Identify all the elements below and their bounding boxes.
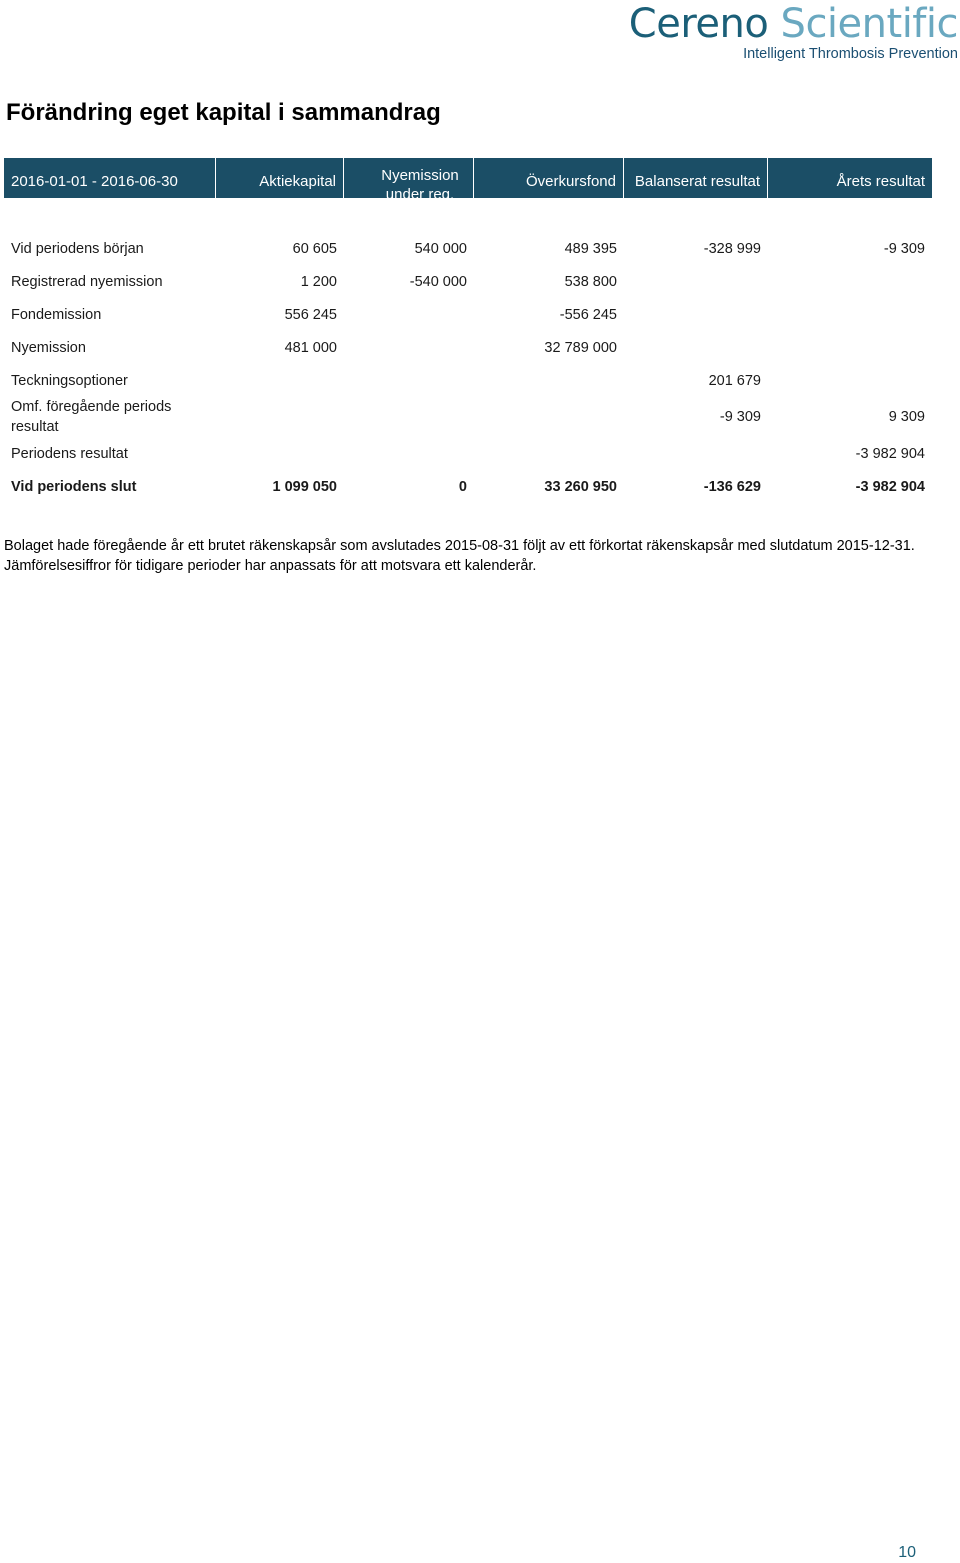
table-row (4, 265, 932, 298)
total-cell: -136 629 (703, 478, 761, 495)
header-share-premium: Överkursfond (474, 158, 624, 204)
header-period: 2016-01-01 - 2016-06-30 (4, 158, 216, 204)
table-row (4, 397, 932, 437)
equity-table (4, 158, 932, 503)
header-retained-earnings: Balanserat resultat (624, 158, 768, 204)
row-label: Vid periodens början (11, 240, 144, 257)
table-body (4, 232, 932, 503)
table-cell: -540 000 (409, 273, 467, 290)
table-cell: 60 605 (292, 240, 337, 257)
table-row (4, 364, 932, 397)
table-total-row (4, 470, 932, 503)
table-row (4, 298, 932, 331)
table-cell: 489 395 (564, 240, 617, 257)
total-cell: 1 099 050 (272, 478, 337, 495)
table-cell: 481 000 (284, 339, 337, 356)
table-cell: 9 309 (888, 409, 925, 425)
header-new-issue (344, 158, 474, 204)
table-cell: 1 200 (300, 273, 337, 290)
logo-word-scientific: Scientific (780, 1, 958, 47)
company-logo (629, 0, 958, 62)
row-label: Teckningsoptioner (11, 372, 128, 389)
footnote: Bolaget hade föregående år ett brutet räkenskapsår som avslutades 2015-08-31 följt av ett förkortat räkenskapsår med slutdatum 2015-12-31. Jämförelsesiffror för tidigare perioder har anpassats för att motsvara ett kalenderår. (4, 537, 915, 574)
row-label: Omf. föregående periods resultat (11, 399, 172, 435)
table-row (4, 331, 932, 364)
table-cell: -328 999 (703, 240, 761, 257)
table-cell: -9 309 (719, 409, 761, 425)
logo-wordmark (629, 0, 958, 48)
table-cell: 538 800 (564, 273, 617, 290)
total-cell: 0 (458, 478, 467, 495)
table-header (4, 158, 932, 203)
logo-tagline: Intelligent Thrombosis Prevention (743, 46, 958, 62)
table-cell: -556 245 (559, 306, 617, 323)
row-label: Registrerad nyemission (11, 273, 163, 290)
table-cell: -3 982 904 (855, 445, 925, 462)
table-row (4, 437, 932, 470)
page-number: 10 (898, 1544, 916, 1561)
table-row (4, 232, 932, 265)
total-cell: -3 982 904 (855, 478, 925, 495)
row-label: Fondemission (11, 306, 102, 323)
table-cell: -9 309 (883, 240, 925, 257)
table-cell: 556 245 (284, 306, 337, 323)
total-label: Vid periodens slut (11, 478, 137, 495)
header-year-result: Årets resultat (836, 172, 925, 190)
header-share-capital: Aktiekapital (216, 158, 344, 204)
total-cell: 33 260 950 (544, 478, 617, 495)
logo-word-cereno: Cereno (628, 1, 769, 47)
header-new-issue-label: Nyemission under reg. (381, 167, 459, 203)
page-title: Förändring eget kapital i sammandrag (6, 99, 441, 126)
row-label: Periodens resultat (11, 445, 128, 462)
table-cell: 201 679 (708, 372, 761, 389)
row-label: Nyemission (11, 339, 86, 356)
table-cell: 540 000 (414, 240, 467, 257)
table-cell: 32 789 000 (544, 339, 617, 356)
